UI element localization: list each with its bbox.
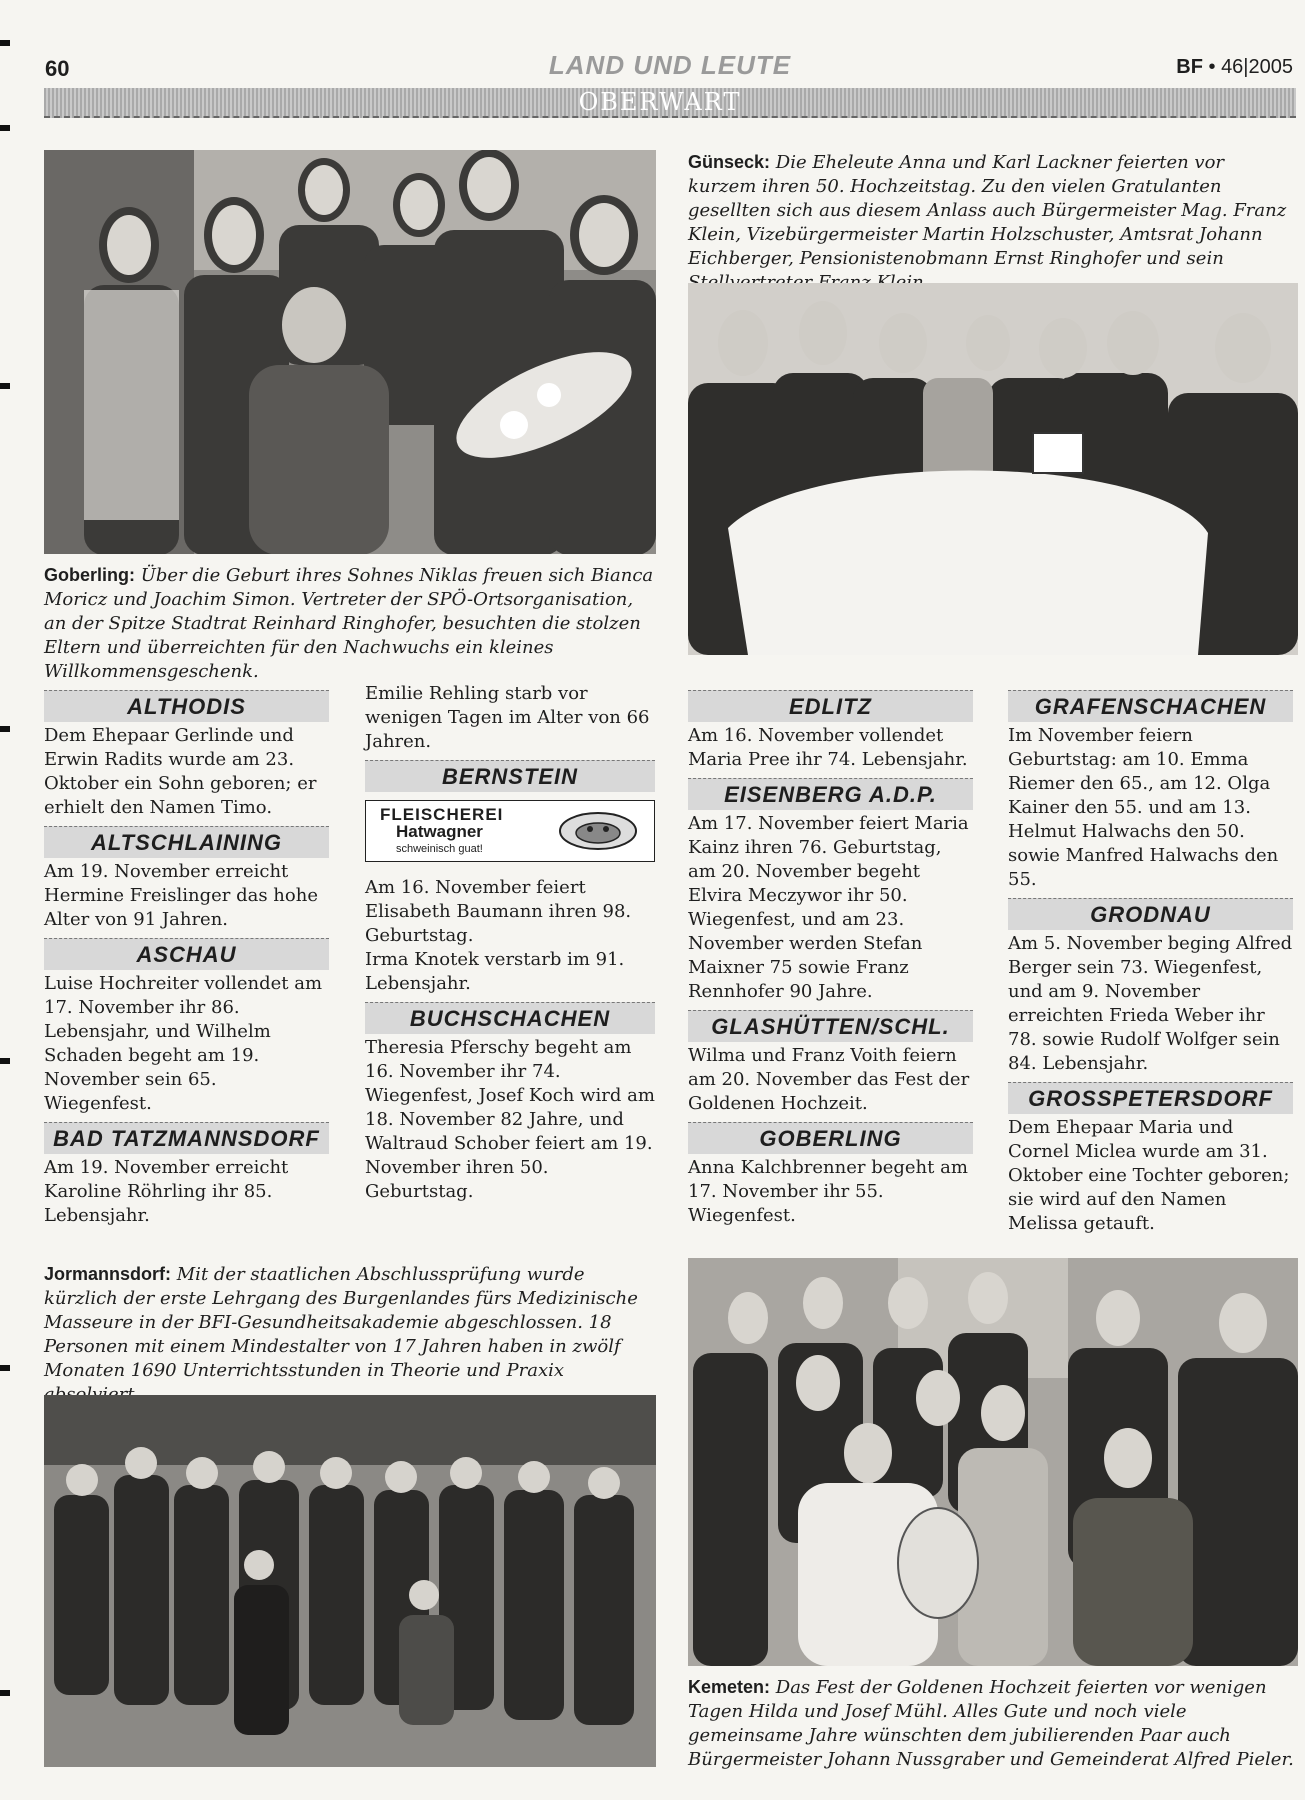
pig-logo-icon [556, 809, 640, 853]
caption-jormannsdorf [44, 1262, 656, 1407]
notice-text: Irma Knotek verstarb im 91. Lebensjahr. [365, 949, 625, 994]
notice-grosspetersdorf [1008, 1082, 1293, 1236]
notice-bad-tatzmannsdorf [44, 1122, 329, 1228]
publication-name: BF [1176, 56, 1203, 78]
margin-mark [0, 40, 10, 46]
place-heading: GRAFENSCHACHEN [1008, 690, 1293, 722]
place-heading: BAD TATZMANNSDORF [44, 1122, 329, 1154]
notice-grafenschachen [1008, 690, 1293, 892]
ad-line-1: FLEISCHEREI [380, 805, 504, 824]
column-2 [365, 682, 655, 1210]
margin-mark [0, 1365, 10, 1371]
place-heading: ASCHAU [44, 938, 329, 970]
caption-text: Über die Geburt ihres Sohnes Niklas freuen sich Bianca Moricz und Joachim Simon. Vertreter der SPÖ-Ortsorganisation, an der Spitze Stadtrat Reinhard Ringhofer, besuchten die stolzen Eltern und überreichten für den Nachwuchs ein kleines Willkommensgeschenk. [44, 565, 654, 682]
notice-aschau [44, 938, 329, 1116]
notice-eisenberg [688, 778, 973, 1004]
notice-glashuetten [688, 1010, 973, 1116]
notice-text: Am 16. November vollendet Maria Pree ihr 74. Lebensjahr. [688, 725, 968, 770]
place-heading: EISENBERG A.D.P. [688, 778, 973, 810]
place-heading: GLASHÜTTEN/SCHL. [688, 1010, 973, 1042]
section-title: LAND UND LEUTE [548, 50, 792, 80]
issue-number: 46|2005 [1221, 56, 1293, 78]
notice-goberling [688, 1122, 973, 1228]
notice-altschlaining [44, 826, 329, 932]
notice-text: Luise Hochreiter vollendet am 17. November ihr 86. Lebensjahr, und Wilhelm Schaden begeht am 19. November sein 65. Wiegenfest. [44, 973, 323, 1114]
caption-kemeten [688, 1675, 1300, 1772]
photo-goberling [44, 150, 656, 554]
caption-guenseck [688, 150, 1298, 295]
place-heading: GRODNAU [1008, 898, 1293, 930]
notice-text: Dem Ehepaar Maria und Cornel Miclea wurde am 31. Oktober eine Tochter geboren; sie wird auf den Namen Melissa getauft. [1008, 1117, 1290, 1234]
column-1 [44, 690, 329, 1234]
place-heading: GOBERLING [688, 1122, 973, 1154]
notice-text: Emilie Rehling starb vor wenigen Tagen im Alter von 66 Jahren. [365, 683, 650, 752]
place-heading: EDLITZ [688, 690, 973, 722]
place-heading: ALTHODIS [44, 690, 329, 722]
margin-mark [0, 1690, 10, 1696]
photo-guenseck [688, 283, 1298, 655]
page-number: 60 [45, 56, 70, 81]
caption-goberling [44, 563, 656, 684]
place-heading: BUCHSCHACHEN [365, 1002, 655, 1034]
caption-text: Mit der staatlichen Abschlussprüfung wurde kürzlich der erste Lehrgang des Burgenlandes fürs Medizinische Masseure in der BFI-Gesundheitsakademie abgeschlossen. 18 Personen mit einem Mindestalter von 17 Jahren haben in zwölf Monaten 1690 Unterrichtsstunden in Theorie und Praxix [44, 1264, 638, 1381]
notice-text: Anna Kalchbrenner begeht am 17. November ihr 55. Wiegenfest. [688, 1157, 968, 1226]
ad-slogan: schweinisch guat! [396, 843, 483, 855]
region-title: OBERWART [578, 88, 742, 116]
notice-text: Am 19. November erreicht Hermine Freislinger das hohe Alter von 91 Jahren. [44, 861, 318, 930]
photo-kemeten [688, 1258, 1298, 1666]
notice-text: Dem Ehepaar Gerlinde und Erwin Radits wurde am 23. Oktober ein Sohn geboren; er erhielt den Namen Timo. [44, 725, 317, 818]
margin-mark [0, 383, 10, 389]
place-heading: ALTSCHLAINING [44, 826, 329, 858]
notice-text: Am 5. November beging Alfred Berger sein 73. Wiegenfest, und am 9. November erreichten Frieda Weber ihr 78. sowie Rudolf Wolfger sein 84. Lebensjahr. [1008, 933, 1293, 1074]
caption-text: Das Fest der Goldenen Hochzeit feierten vor wenigen Tagen Hilda und Josef Mühl. Alles Gute und noch viele gemeinsame Jahre wünschten dem jubilierenden Paar auch Bürgermeister Johann Nussgraber und Gemeinderat Alfred Pieler. [688, 1677, 1294, 1770]
advertisement-fleischerei [365, 800, 655, 862]
notice-grodnau [1008, 898, 1293, 1076]
margin-mark [0, 125, 10, 131]
notice-text: Am 16. November feiert Elisabeth Baumann ihren 98. Geburtstag. [365, 877, 632, 946]
notice-text: Am 19. November erreicht Karoline Röhrling ihr 85. Lebensjahr. [44, 1157, 289, 1226]
column-4 [1008, 690, 1293, 1242]
notice-text: Wilma und Franz Voith feiern am 20. November das Fest der Goldenen Hochzeit. [688, 1045, 970, 1114]
notice-text: Theresia Pferschy begeht am 16. November ihr 74. Wiegenfest, Josef Koch wird am 18. November 82 Jahre, und Waltraud Schober feiert am 19. November ihren 50. Geburtstag. [365, 1037, 655, 1202]
notice-althodis [44, 690, 329, 820]
notice-text: Im November feiern Geburtstag: am 10. Emma Riemer den 65., am 12. Olga Kainer den 55. und am 13. Helmut Halwachs den 50. sowie Manfred Halwachs den 55. [1008, 725, 1279, 890]
caption-place: Günseck: [688, 152, 771, 172]
caption-place: Goberling: [44, 565, 135, 585]
margin-mark [0, 1058, 10, 1064]
place-heading: GROSSPETERSDORF [1008, 1082, 1293, 1114]
notice-edlitz [688, 690, 973, 772]
place-heading-bernstein: BERNSTEIN [365, 760, 655, 792]
notice-text: Am 17. November feiert Maria Kainz ihren 76. Geburtstag, am 20. November begeht Elvira Meczywor ihr 50. Wiegenfest, und am 23. November werden Stefan Maixner 75 sowie Franz Rennhofer 90 Jahre. [688, 813, 969, 1002]
issue-label [1176, 56, 1293, 79]
ad-line-2: Hatwagner [396, 822, 483, 841]
caption-text: Die Eheleute Anna und Karl Lackner feierten vor kurzem ihren 50. Hochzeitstag. Zu den vielen Gratulanten gesellten sich aus diesem Anlass auch Bürgermeister Mag. Franz Klein, Vizebürgermeister Martin Holzschuster, Amtsrat Johann Eichberger, Pensionistenobmann Ernst Ringhofer und sein [688, 152, 1287, 269]
caption-place: Kemeten: [688, 1677, 771, 1697]
photo-jormannsdorf [44, 1395, 656, 1767]
issue-separator: • [1208, 56, 1216, 78]
caption-place: Jormannsdorf: [44, 1264, 172, 1284]
margin-mark [0, 726, 10, 732]
column-3 [688, 690, 973, 1234]
